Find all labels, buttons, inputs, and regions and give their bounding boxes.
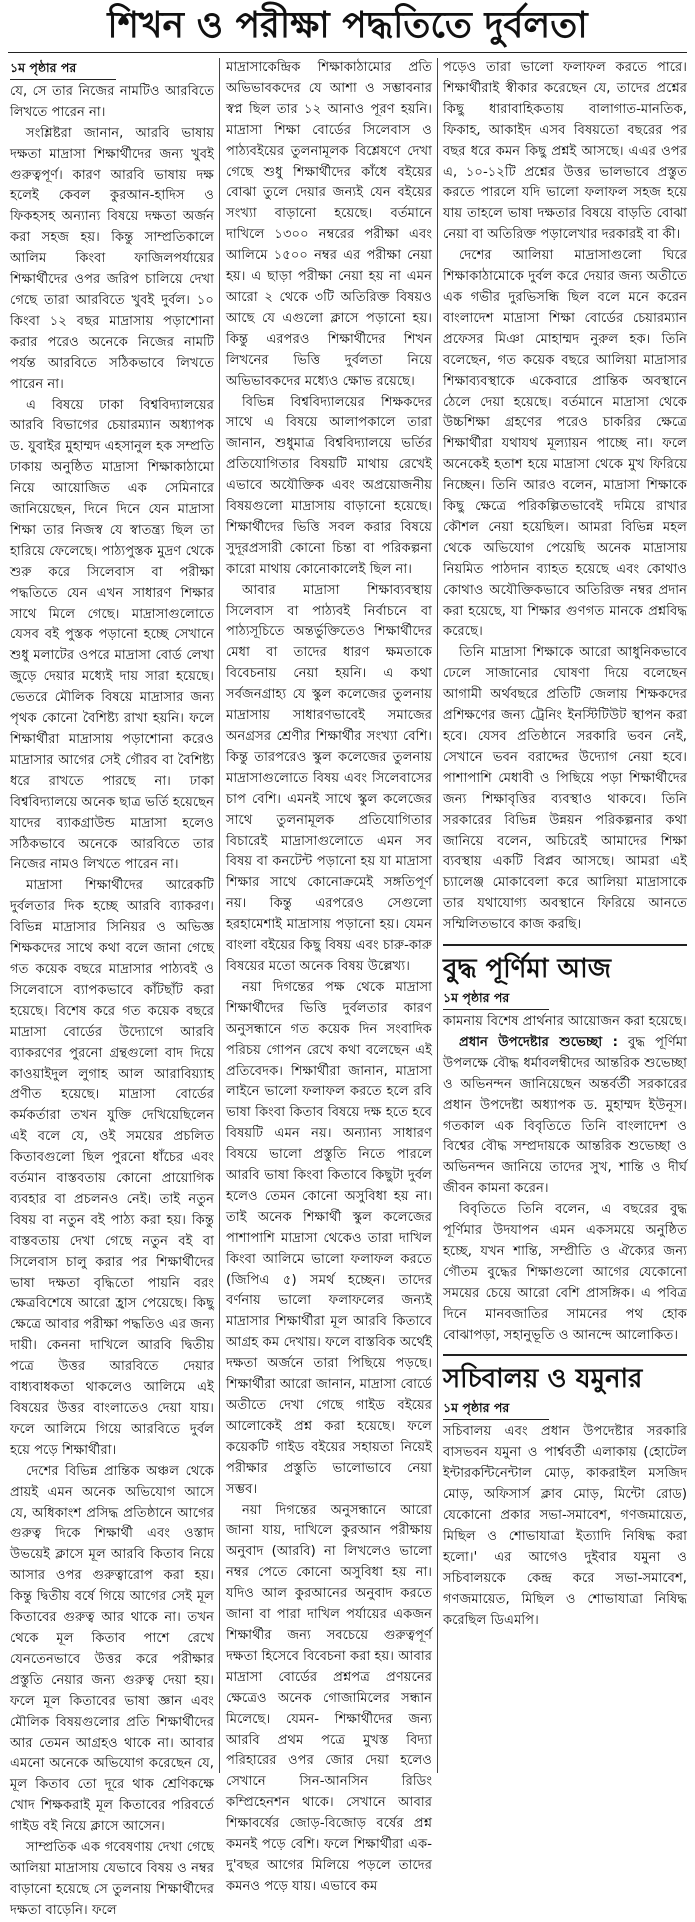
paragraph: সচিবালয় এবং প্রধান উপদেষ্টার সরকারি বাসভবন যমুনা ও পার্শ্ববর্তী এলাকায় (হোটেল ইন্টারকন্টিনেন্টাল মোড়, কাকরাইল মসজিদ মোড়, অফিসার্স ক্লাব মোড়, মিন্টো রোড) যেকোনো প্রকার সভা-সমাবেশ, গণজমায়েত, মিছিল ও শোভাযাত্রা ইত্যাদি নিষিদ্ধ করা হলো।' এর আগেও দুইবার যমুনা ও সচিবালয়কে কেন্দ্র করে সভা-সমাবেশ, গণজমায়েত, মিছিল ও শোভাযাত্রা নিষিদ্ধ করেছিল ডিএমপি। bbox=[443, 1424, 687, 1628]
paragraph: মাদ্রাসাকেন্দ্রিক শিক্ষাকাঠামোর প্রতি অভিভাবকদের যে আশা ও সম্ভাবনার স্বপ্ন ছিল তার ১২ আনাও পূরণ হয়নি। মাদ্রাসা শিক্ষা বোর্ডের সিলেবাস ও পাঠ্যবইয়ের তুলনামূলক বিশ্লেষণে দেখা গেছে শুধু শিক্ষার্থীদের কাঁধে বইয়ের বোঝা তুলে দেয়ার জন্যই যেন বইয়ের সংখ্যা বাড়ানো হয়েছে। বর্তমানে দাখিলে ১৩০০ নম্বরের পরীক্ষা এবং আলিমে ১৫০০ নম্বর এর পরীক্ষা নেয়া হয়। এ ছাড়া পরীক্ষা নেয়া হয় না এমন আরো ২ থেকে ৩টি অতিরিক্ত বিষয়ও আছে যে এগুলো ক্লাসে পড়ানো হয়। কিন্তু এরপরও শিক্ষার্থীদের শিখন লিখনের ভিত্তি দুর্বলতা নিয়ে অভিভাবকদের মধ্যেও ক্ষোভ রয়েছে। bbox=[226, 60, 432, 389]
paragraph: আবার মাদ্রাসা শিক্ষাব্যবস্থায় সিলেবাস বা পাঠ্যবই নির্বাচনে বা পাঠ্যসূচিতে অন্তর্ভুক্তিতেও শিক্ষার্থীদের মেধা বা তাদের ধারণ ক্ষমতাকে বিবেচনায় নেয়া হয়নি। এ কথা সর্বজনগ্রাহ্য যে স্কুল কলেজের তুলনায় মাদ্রাসায় সাধারণভাবেই সমাজের অনগ্রসর শ্রেণীর শিক্ষার্থীর সংখ্যা বেশি। কিন্তু তারপরেও স্কুল কলেজের তুলনায় মাদ্রাসাগুলোতে বিষয় এবং সিলেবাসের চাপ বেশি। এমনই সাথে স্কুল কলেজের সাথে তুলনামূলক প্রতিযোগিতার বিচারেই মাদ্রাসাগুলোতে এমন সব বিষয় বা কনটেন্ট পড়ানো হয় যা মাদ্রাসা শিক্ষার সাথে কোনোক্রমেই সঙ্গতিপূর্ণ নয়। কিন্তু এরপরেও সেগুলো হরহামেশাই মাদ্রাসায় পড়ানো হয়। যেমন বাংলা বইয়ের কিছু বিষয় এবং চারু-কারু বিষয়ের মতো অনেক বিষয় উল্লেখ্য। bbox=[226, 582, 432, 974]
headline: শিখন ও পরীক্ষা পদ্ধতিতে দুর্বলতা bbox=[107, 4, 588, 46]
paragraph: মাদ্রাসা শিক্ষার্থীদের আরেকটি দুর্বলতার দিক হচ্ছে আরবি ব্যাকরণ। বিভিন্ন মাদ্রাসার সিনিয়র ও অভিজ্ঞ শিক্ষকদের সাথে কথা বলে জানা গেছে গত কয়েক বছরে মাদ্রাসার পাঠ্যবই ও সিলেবাসে ব্যাপকভাবে কাঁটছাঁট করা হয়েছে। বিশেষ করে গত কয়েক বছরে মাদ্রাসা বোর্ডের উদ্যোগে আরবি ব্যাকরণের পুরনো গ্রন্থগুলো বাদ দিয়ে কাওয়াইদুল লুগাহ আল আরাবিয়্যাহ প্রণীত হয়েছে। মাদ্রাসা বোর্ডের কর্মকর্তারা তখন যুক্তি দেখিয়েছিলেন এই বলে যে, ওই সময়ের প্রচলিত কিতাবগুলো ছিল পুরনো ধাঁচের এবং বর্তমান বাস্তবতায় কোনো প্রায়োগিক ব্যবহার বা প্রচলনও নেই। তাই নতুন বিষয় বা নতুন বই পাঠ্য করা হয়। কিন্তু বাস্তবতায় দেখা গেছে নতুন বই বা সিলেবাস চালু করার পর শিক্ষার্থীদের ভাষা দক্ষতা বৃদ্ধিতো পায়নি বরং ক্ষেত্রবিশেষে আরো হ্রাস পেয়েছে। কিছু ক্ষেত্রে আবার পরীক্ষা পদ্ধতিও এর জন্য দায়ী। কেননা দাখিলে আরবি দ্বিতীয় পত্রে উত্তর আরবিতে দেয়ার বাধ্যবাধকতা থাকলেও আলিমে এই বিষয়ের উত্তর বাংলাতেও দেয়া যায়। ফলে আলিমে গিয়ে আরবিতে দুর্বল হয়ে পড়ে শিক্ষার্থীরা। bbox=[10, 878, 214, 1458]
continued-label: ১ম পৃষ্ঠার পর bbox=[443, 1398, 549, 1420]
continued-label: ১ম পৃষ্ঠার পর bbox=[10, 58, 116, 80]
paragraph: বুদ্ধ পূর্ণিমা উপলক্ষে বৌদ্ধ ধর্মাবলম্বীদের আন্তরিক শুভেচ্ছা ও অভিনন্দন জানিয়েছেন অন্তর্বর্তী সরকারের প্রধান উপদেষ্টা অধ্যাপক ড. মুহাম্মদ ইউনূস। গতকাল এক বিবৃতিতে তিনি বাংলাদেশ ও বিশ্বের বৌদ্ধ সম্প্রদায়কে আন্তরিক শুভেচ্ছা ও অভিনন্দন জানিয়ে তাদের সুখ, শান্তি ও দীর্ঘ জীবন কামনা করেন। bbox=[443, 1034, 687, 1197]
continued-label: ১ম পৃষ্ঠার পর bbox=[443, 988, 549, 1010]
column-divider-1 bbox=[219, 58, 220, 1773]
paragraph: বিবৃতিতে তিনি বলেন, এ বছরের বুদ্ধ পূর্ণিমার উদযাপন এমন একসময়ে অনুষ্ঠিত হচ্ছে, যখন শান্তি, সম্প্রীতি ও ঐক্যের জন্য গৌতম বুদ্ধের শিক্ষাগুলো আগের যেকোনো সময়ের চেয়ে আরো বেশি প্রাসঙ্গিক। এ পবিত্র দিনে মানবজাতির সামনের পথ হোক বোঝাপড়া, সহানুভূতি ও আনন্দে আলোকিত। bbox=[443, 1202, 687, 1343]
paragraph: তিনি মাদ্রাসা শিক্ষাকে আরো আধুনিকভাবে ঢেলে সাজানোর ঘোষণা দিয়ে বলেছেন আগামী অর্থবছরে প্রতিটি জেলায় শিক্ষকদের প্রশিক্ষণের জন্য ট্রেনিং ইনস্টিটিউট স্থাপন করা হবে। যেসব প্রতিষ্ঠানে সরকারি ভবন নেই, সেখানে ভবন বরাদ্দের উদ্যোগ নেয়া হবে। পাশাপাশি মেধাবী ও পিছিয়ে পড়া শিক্ষার্থীদের জন্য শিক্ষাবৃত্তির ব্যবস্থাও থাকবে। তিনি সরকারের বিভিন্ন উন্নয়ন পরিকল্পনার কথা জানিয়ে বলেন, অচিরেই আমাদের শিক্ষা ব্যবস্থায় একটি বিপ্লব আসছে। আমরা এই চ্যালেঞ্জ মোকাবেলা করে আলিয়া মাদ্রাসাকে তার যথাযোগ্য অবস্থানে ফিরিয়ে আনতে সম্মিলিতভাবে কাজ করছি। bbox=[443, 645, 687, 933]
paragraph: সংশ্লিষ্টরা জানান, আরবি ভাষায় দক্ষতা মাদ্রাসা শিক্ষার্থীদের জন্য খুবই গুরুত্বপূর্ণ। কারণ আরবি ভাষায় দক্ষ হলেই কেবল কুরআন-হাদিস ও ফিকহসহ অন্যান্য বিষয়ে দক্ষতা অর্জন করা সহজ হয়। কিন্তু সাম্প্রতিকালে আলিম কিংবা ফাজিলপর্যায়ের শিক্ষার্থীদের ওপর জরিপ চালিয়ে দেখা গেছে তারা আরবিতে খুবই দুর্বল। ১০ কিংবা ১২ বছর মাদ্রাসায় পড়াশোনা করার পরেও অনেকে নিজের নামটি পর্যন্ত আরবিতে সঠিকভাবে লিখতে পারেন না। bbox=[10, 125, 214, 392]
paragraph: যে, সে তার নিজের নামটিও আরবিতে লিখতে পারেন না। bbox=[10, 83, 214, 120]
paragraph: দেশের আলিয়া মাদ্রাসাগুলো ঘিরে শিক্ষাকাঠামোকে দুর্বল করে দেয়ার জন্য অতীতে এক গভীর দুরভিসন্ধি ছিল বলে মনে করেন বাংলাদেশ মাদ্রাসা শিক্ষা বোর্ডের চেয়ারম্যান প্রফেসর মিঞা মোহাম্মদ নুরুল হক। তিনি বলেছেন, গত কয়েক বছরে আলিয়া মাদ্রাসার শিক্ষাব্যবস্থাকে একেবারে প্রান্তিক অবস্থানে ঠেলে দেয়া হয়েছে। বর্তমানে মাদ্রাসা থেকে উচ্চশিক্ষা গ্রহণের পরেও চাকরির ক্ষেত্রে শিক্ষার্থীরা যথাযথ মূল্যায়ন পাচ্ছে না। ফলে অনেকেই হতাশ হয়ে মাদ্রাসা থেকে মুখ ফিরিয়ে নিচ্ছেন। তিনি আরও বলেন, মাদ্রাসা শিক্ষাকে কিছু ক্ষেত্রে পরিকল্পিতভাবেই দমিয়ে রাখার কৌশল নেয়া হয়েছিল। আমরা বিভিন্ন মহল থেকে অভিযোগ পেয়েছি অনেক মাদ্রাসায় নিয়মিত পাঠদান ব্যাহত হয়েছে এবং কোথাও কোথাও অযৌক্তিকভাবে অতিরিক্ত নম্বর প্রদান করা হয়েছে, যা শিক্ষার গুণগত মানকে প্রশ্নবিদ্ধ করেছে। bbox=[443, 248, 687, 640]
lead-label: প্রধান উপদেষ্টার শুভেচ্ছা : bbox=[459, 1034, 618, 1050]
secretariat-headline: সচিবালয় ও যমুনার bbox=[443, 1354, 687, 1398]
column-divider-2 bbox=[437, 58, 438, 1773]
headline-rule bbox=[8, 52, 687, 53]
article-column-3 bbox=[443, 58, 687, 1773]
paragraph: নয়া দিগন্তের অনুসন্ধানে আরো জানা যায়, দাখিলে কুরআন পরীক্ষায় অনুবাদ (আরবি) না লিখলেও ভালো নম্বর পেতে কোনো অসুবিধা হয় না। যদিও আল কুরআনের অনুবাদ করতে জানা বা পারা দাখিল পর্যায়ের একজন শিক্ষার্থীর জন্য সবচেয়ে গুরুত্বপূর্ণ দক্ষতা হিসেবে বিবেচনা করা হয়। আবার মাদ্রাসা বোর্ডের প্রশ্নপত্র প্রণয়নের ক্ষেত্রেও অনেক গোজামিলের সন্ধান মিলেছে। যেমন- শিক্ষার্থীদের জন্য আরবি প্রথম পত্রে মুখস্ত বিদ্যা পরিহারের ওপর জোর দেয়া হলেও সেখানে সিন-আনসিন রিডিং কম্প্রিহেনশন থাকে। সেখানে আবার শিক্ষাবর্ষের জোড়-বিজোড় বর্ষের প্রশ্ন কমনই পড়ে বেশি। ফলে শিক্ষার্থীরা এক-দু'বছর আগের মিলিয়ে পড়লে তাদের কমনও পড়ে যায়। এভাবে কম bbox=[226, 1502, 432, 1894]
article-column-1 bbox=[10, 58, 214, 1918]
paragraph: সাম্প্রতিক এক গবেষণায় দেখা গেছে আলিয়া মাদ্রাসায় যেভাবে বিষয় ও নম্বর বাড়ানো হয়েছে সে তুলনায় শিক্ষার্থীদের দক্ষতা বাড়েনি। ফলে bbox=[10, 1840, 214, 1918]
paragraph: এ বিষয়ে ঢাকা বিশ্ববিদ্যালয়ের আরবি বিভাগের চেয়ারম্যান অধ্যাপক ড. যুবাইর মুহাম্মদ এহসানুল হক সম্প্রতি ঢাকায় অনুষ্ঠিত মাদ্রাসা শিক্ষাকাঠামো নিয়ে আয়োজিত এক সেমিনারে জানিয়েছেন, দিনে দিনে যেন মাদ্রাসা শিক্ষা তার নিজস্ব যে স্বাতন্ত্র্য ছিল তা হারিয়ে ফেলেছে। পাঠ্যপুস্তক মুদ্রণ থেকে শুরু করে সিলেবাস বা পরীক্ষা পদ্ধতিতে যেন এখন সাধারণ শিক্ষার সাথে মিলে গেছে। মাদ্রাসাগুলোতে যেসব বই পুস্তক পড়ানো হচ্ছে সেখানে শুধু মলাটের ওপরে মাদ্রাসা বোর্ড লেখা জুড়ে দেয়ার মধ্যেই দায় সারা হয়েছে। ভেতরে মৌলিক বিষয়ে মাদ্রাসার জন্য পৃথক কোনো বৈশিষ্ট্য রাখা হয়নি। ফলে শিক্ষার্থীরা মাদ্রাসায় পড়াশোনা করেও মাদ্রাসার আগের সেই গৌরব বা বৈশিষ্ট্য ধরে রাখতে পারছে না। ঢাকা বিশ্ববিদ্যালয়ে অনেক ছাত্র ভর্তি হয়েছেন যাদের ব্যাকগ্রাউন্ড মাদ্রাসা হলেও সঠিকভাবে অনেকে আরবিতে তার নিজের নামও লিখতে পারেন না। bbox=[10, 397, 214, 873]
paragraph: পড়েও তারা ভালো ফলাফল করতে পারে। শিক্ষার্থীরাই স্বীকার করেছেন যে, তাদের প্রশ্নের কিছু ধারাবাহিকতায় বালাগাত-মানতিক, ফিকাহ, আকাইদ এসব বিষয়তো বছরের পর বছর ধরে কমন কিছু প্রশ্নই আসছে। এএর ওপর এ, ১০-১২টি প্রশ্নের উত্তর ভালভাবে প্রস্তুত করতে পারলে যদি ভালো ফলাফল সহজ হয়ে যায় তাহলে ভাষা দক্ষতার বিষয়ে বাড়তি বোঝা নেয়া বা অতিরিক্ত পড়ালেখার দরকারই বা কী। bbox=[443, 60, 687, 243]
buddha-purnima-headline: বুদ্ধ পূর্ণিমা আজ bbox=[443, 944, 687, 988]
paragraph: নয়া দিগন্তের পক্ষ থেকে মাদ্রাসা শিক্ষার্থীদের ভিত্তি দুর্বলতার কারণ অনুসন্ধানে গত কয়েক দিন সংবাদিক পরিচয় গোপন রেখে কথা বলেছেন এই প্রতিবেদক। শিক্ষার্থীরা জানান, মাদ্রাসা লাইনে ভালো ফলাফল করতে হলে রবি ভাষা কিংবা কিতাব বিষয়ে দক্ষ হতে হবে বিষয়টি এমন নয়। অন্যান্য সাধারণ বিষয়ে ভালো প্রস্তুতি নিতে পারলে আরবি ভাষা কিংবা কিতাবে কিছুটা দুর্বল হলেও তেমন কোনো অসুবিধা হয় না। তাই অনেক শিক্ষার্থী স্কুল কলেজের পাশাপাশি মাদ্রাসা থেকেও তারা দাখিল কিংবা আলিমে ভালো ফলাফল করতে (জিপিএ ৫) সমর্থ হচ্ছেন। তাদের বর্ণনায় ভালো ফলাফলের জন্যই মাদ্রাসার শিক্ষার্থীরা মূল আরবি কিতাবে আগ্রহ কম দেখায়। ফলে বাস্তবিক অর্থেই দক্ষতা অর্জনে তারা পিছিয়ে পড়ছে। শিক্ষার্থীরা আরো জানান, মাদ্রাসা বোর্ডে অতীতে দেখা গেছে গাইড বইয়ের আলোকেই প্রশ্ন করা হয়েছে। ফলে কয়েকটি গাইড বইয়ের সহায়তা নিয়েই পরীক্ষার প্রস্তুতি ভালোভাবে নেয়া সম্ভব। bbox=[226, 979, 432, 1497]
paragraph: দেশের বিভিন্ন প্রান্তিক অঞ্চল থেকে প্রায়ই এমন অনেক অভিযোগ আসে যে, অধিকাংশ প্রসিদ্ধ প্রতিষ্ঠানে আগের গুরুত্ব দিকে শিক্ষার্থী এবং ওস্তাদ উভয়েই ক্লাসে মূল আরবি কিতাব নিয়ে আসার ওপর গুরুত্বারোপ করা হয়। কিন্তু দ্বিতীয় বর্ষে গিয়ে আগের সেই মূল কিতাবের গুরুত্ব আর থাকে না। তখন থেকে মূল কিতাব পাশে রেখে যেনতেনভাবে উত্তর করে পরীক্ষার প্রস্তুতি নেয়ার জন্য গুরুত্ব দেয়া হয়। ফলে মূল কিতাবের ভাষা জ্ঞান এবং মৌলিক বিষয়গুলোর প্রতি শিক্ষার্থীদের আর তেমন আগ্রহও থাকে না। আবার এমনো অনেকে অভিযোগ করেছেন যে, মূল কিতাব তো দূরে থাক শ্রেণিকক্ষে খোদ শিক্ষকরাই মূল কিতাবের পরিবর্তে গাইড বই নিয়ে ক্লাসে আসেন। bbox=[10, 1463, 214, 1835]
paragraph: কামনায় বিশেষ প্রার্থনার আয়োজন করা হয়েছে। bbox=[443, 1013, 687, 1029]
paragraph: বিভিন্ন বিশ্ববিদ্যালয়ের শিক্ষকদের সাথে এ বিষয়ে আলাপকালে তারা জানান, শুধুমাত্র বিশ্ববিদ্যালয়ে ভর্তির প্রতিযোগিতার বিষয়টি মাথায় রেখেই এভাবে অযৌক্তিক এবং অপ্রয়োজনীয় বিষয়গুলো মাদ্রাসায় বাড়ানো হয়েছে। শিক্ষার্থীদের ভিত্তি সবল করার বিষয়ে সুদূরপ্রসারী কোনো চিন্তা বা পরিকল্পনা কারো মাথায় কোনোকালেই ছিল না। bbox=[226, 394, 432, 577]
article-column-2 bbox=[226, 58, 432, 1894]
